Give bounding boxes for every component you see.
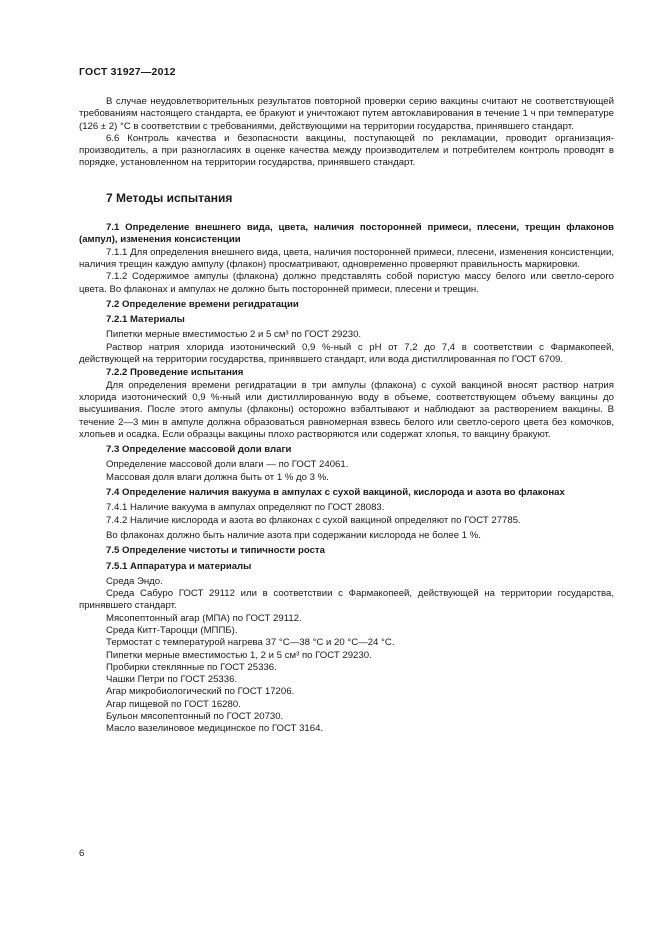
subsection-heading-7-4: 7.4 Определение наличия вакуума в ампулах с сухой вакциной, кислорода и азота во флаконах [106, 487, 565, 499]
subsection-heading-7-5: 7.5 Определение чистоты и типичности роста [106, 545, 325, 557]
subsection-heading-7-3: 7.3 Определение массовой доли влаги [106, 444, 292, 456]
paragraph: Раствор натрия хлорида изотонический 0,9 %-ный с рН от 7,2 до 7,4 в соответствии с Фармакопеей, действующей на территории государства, принявшего стандарт, или вода дистиллированная по ГОСТ 6709. [79, 341, 614, 366]
subsection-heading-7-5-1: 7.5.1 Аппаратура и материалы [106, 560, 252, 572]
list-item: Чашки Петри по ГОСТ 25336. [106, 674, 238, 686]
subsection-heading-7-2: 7.2 Определение времени регидратации [106, 298, 299, 310]
paragraph: Пипетки мерные вместимостью 2 и 5 см³ по ГОСТ 29230. [106, 329, 362, 341]
list-item: Агар пищевой по ГОСТ 16280. [106, 698, 241, 710]
list-item: Агар микробиологический по ГОСТ 17206. [106, 686, 295, 698]
list-item: Среда Эндо. [106, 575, 163, 587]
paragraph: Массовая доля влаги должна быть от 1 % до 3 %. [106, 471, 329, 483]
subsection-heading-7-1: 7.1 Определение внешнего вида, цвета, наличия посторонней примеси, плесени, трещин флаконов (ампул), изменения консистенции [79, 222, 614, 246]
list-item: Среда Сабуро ГОСТ 29112 или в соответствии с Фармакопеей, действующей на территории государства, принявшего стандарт. [79, 588, 614, 612]
paragraph: 7.1.2 Содержимое ампулы (флакона) должно представлять собой пористую массу белого или светло-серого цвета. Во флаконах и ампулах не должно быть посторонней примеси, плесени и трещин. [79, 271, 614, 295]
list-item: Термостат с температурой нагрева 37 °С—38 °С и 20 °С—24 °С. [106, 637, 395, 649]
subsection-heading-7-2-2: 7.2.2 Проведение испытания [106, 367, 244, 379]
list-item: Масло вазелиновое медицинское по ГОСТ 3164. [106, 723, 324, 735]
page-number: 6 [79, 848, 85, 859]
paragraph: 7.4.1 Наличие вакуума в ампулах определяют по ГОСТ 28083. [106, 502, 385, 514]
list-item: Пробирки стеклянные по ГОСТ 25336. [106, 661, 277, 673]
document-header: ГОСТ 31927—2012 [79, 66, 176, 78]
list-item: Пипетки мерные вместимостью 1, 2 и 5 см³ по ГОСТ 29230. [106, 649, 372, 661]
paragraph: В случае неудовлетворительных результатов повторной проверки серию вакцины считают не соответствующей требованиям настоящего стандарта, ее бракуют и уничтожают путем автоклавирования в течение 1 ч при температуре (126 ± 2) °С в соответствии с требованиями, действующими на территории государства, принявшего стандарт. [79, 96, 614, 132]
list-item: Среда Китт-Тароцци (МППБ). [106, 624, 238, 636]
paragraph: Для определения времени регидратации в три ампулы (флакона) с сухой вакциной вносят раствор натрия хлорида изотонический 0,9 %-ный или дистиллированную воду в объеме, соответствующем объему вакцины до высушивания. После этого ампулы (флаконы) осторожно взбалтывают и наблюдают за растворением вакцины. В течение 2—3 мин в ампуле должна образоваться равномерная взвесь белого или светло-серого цвета без комочков, хлопьев и осадка. Если образцы вакцины плохо растворяются или содержат хлопья, то вакцину бракуют. [79, 379, 614, 440]
document-body [79, 96, 614, 736]
subsection-heading-7-2-1: 7.2.1 Материалы [106, 314, 185, 326]
paragraph: Определение массовой доли влаги — по ГОСТ 24061. [106, 459, 349, 471]
list-item: Бульон мясопептонный по ГОСТ 20730. [106, 711, 284, 723]
paragraph: 6.6 Контроль качества и безопасности вакцины, поступающей по рекламации, проводит организация-производитель, а при разногласиях в оценке качества между производителем и потребителем контроль проводят в порядке, установленном на территории государства, принявшего стандарт. [79, 132, 614, 169]
list-item: Мясопептонный агар (МПА) по ГОСТ 29112. [106, 612, 302, 624]
paragraph: Во флаконах должно быть наличие азота при содержании кислорода не более 1 %. [106, 529, 481, 541]
paragraph: 7.1.1 Для определения внешнего вида, цвета, наличия посторонней примеси, плесени, изменения консистенции, наличия трещин каждую ампулу (флакон) просматривают, одновременно проверяют правильность маркировки. [79, 246, 614, 270]
section-heading-7: 7 Методы испытания [106, 190, 233, 205]
paragraph: 7.4.2 Наличие кислорода и азота во флаконах с сухой вакциной определяют по ГОСТ 27785. [106, 514, 521, 526]
